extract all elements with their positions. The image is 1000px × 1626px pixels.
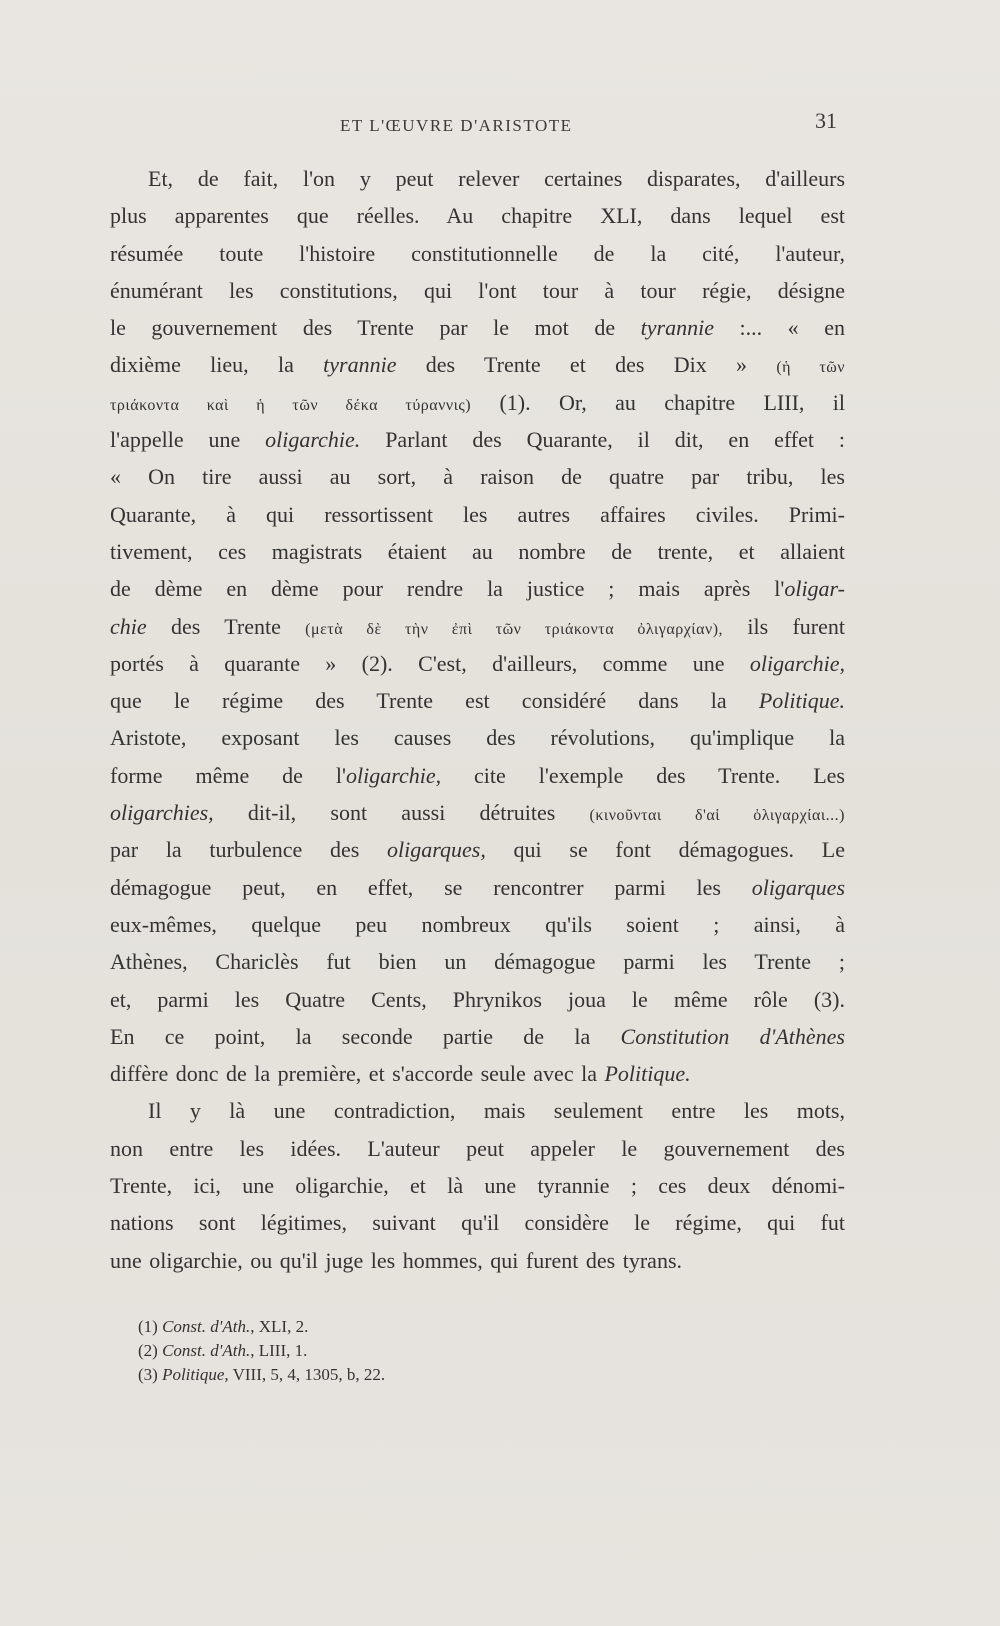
- text-line: forme même de l'oligarchie, cite l'exemple des Trente. Les: [110, 762, 845, 788]
- page-number: 31: [815, 108, 837, 133]
- text-line: plus apparentes que réelles. Au chapitre XLI, dans lequel est: [110, 203, 845, 229]
- text-line: que le régime des Trente est considéré dans la Politique.: [110, 688, 845, 714]
- greek-quotation: τριάκοντα καὶ ἡ τῶν δέκα τύραννις): [110, 396, 472, 414]
- text-line: « On tire aussi au sort, à raison de quatre par tribu, les: [110, 464, 845, 490]
- text-line: Et, de fait, l'on y peut relever certaines disparates, d'ailleurs: [148, 166, 845, 191]
- text-line: par la turbulence des oligarques, qui se font démagogues. Le: [110, 837, 845, 863]
- text-line: oligarchies, dit-il, sont aussi détruites (κινοῦνται δ'αἱ ὀλιγαρχίαι...): [110, 800, 846, 826]
- text-line: eux-mêmes, quelque peu nombreux qu'ils soient ; ainsi, à: [110, 911, 845, 937]
- text-line: non entre les idées. L'auteur peut appeler le gouvernement des: [110, 1135, 845, 1161]
- text-line: Aristote, exposant les causes des révolutions, qu'implique la: [110, 725, 845, 751]
- greek-quotation: (μετὰ δὲ τὴν ἐπὶ τῶν τριάκοντα ὀλιγαρχίαν),: [305, 620, 724, 638]
- text-line: une oligarchie, ou qu'il juge les hommes, qui furent des tyrans.: [110, 1247, 683, 1273]
- text-line: Trente, ici, une oligarchie, et là une tyrannie ; ces deux dénomi-: [110, 1173, 845, 1199]
- text-line: démagogue peut, en effet, se rencontrer parmi les oligarques: [110, 874, 845, 900]
- text-line: nations sont légitimes, suivant qu'il considère le régime, qui fut: [110, 1210, 845, 1236]
- text-line: de dème en dème pour rendre la justice ; mais après l'oligar-: [110, 576, 845, 602]
- text-line: dixième lieu, la tyrannie des Trente et des Dix » (ἡ τῶν: [110, 352, 846, 378]
- text-line: et, parmi les Quatre Cents, Phrynikos joua le même rôle (3).: [110, 986, 845, 1012]
- footnote: (3) Politique, VIII, 5, 4, 1305, b, 22.: [138, 1365, 386, 1384]
- footnotes: [138, 1315, 738, 1387]
- text-line: diffère donc de la première, et s'accorde seule avec la Politique.: [110, 1061, 691, 1087]
- text-line: En ce point, la seconde partie de la Constitution d'Athènes: [110, 1023, 845, 1049]
- text-line: résumée toute l'histoire constitutionnelle de la cité, l'auteur,: [110, 240, 845, 266]
- greek-quotation: (ἡ τῶν: [776, 359, 846, 377]
- body-text: [110, 160, 845, 1279]
- text-line: portés à quarante » (2). C'est, d'ailleurs, comme une oligarchie,: [110, 650, 845, 676]
- text-line: tivement, ces magistrats étaient au nombre de trente, et allaient: [110, 538, 845, 564]
- text-line: chie des Trente (μετὰ δὲ τὴν ἐπὶ τῶν τριάκοντα ὀλιγαρχίαν), ils furent: [110, 613, 845, 639]
- text-line: Quarante, à qui ressortissent les autres affaires civiles. Primi-: [110, 501, 845, 527]
- greek-quotation: (κινοῦνται δ'αἱ ὀλιγαρχίαι...): [589, 807, 846, 825]
- footnote: (2) Const. d'Ath., LIII, 1.: [138, 1341, 308, 1360]
- text-line: énumérant les constitutions, qui l'ont tour à tour régie, désigne: [110, 277, 845, 303]
- footnote: (1) Const. d'Ath., XLI, 2.: [138, 1317, 309, 1336]
- text-line: Il y là une contradiction, mais seulement entre les mots,: [148, 1098, 845, 1124]
- text-line: τριάκοντα καὶ ἡ τῶν δέκα τύραννις) (1). Or, au chapitre LIII, il: [110, 389, 845, 415]
- text-line: l'appelle une oligarchie. Parlant des Quarante, il dit, en effet :: [110, 427, 846, 453]
- text-line: le gouvernement des Trente par le mot de tyrannie :... « en: [110, 315, 845, 341]
- running-title: ET L'ŒUVRE D'ARISTOTE: [340, 116, 573, 135]
- text-line: Athènes, Chariclès fut bien un démagogue parmi les Trente ;: [110, 949, 845, 975]
